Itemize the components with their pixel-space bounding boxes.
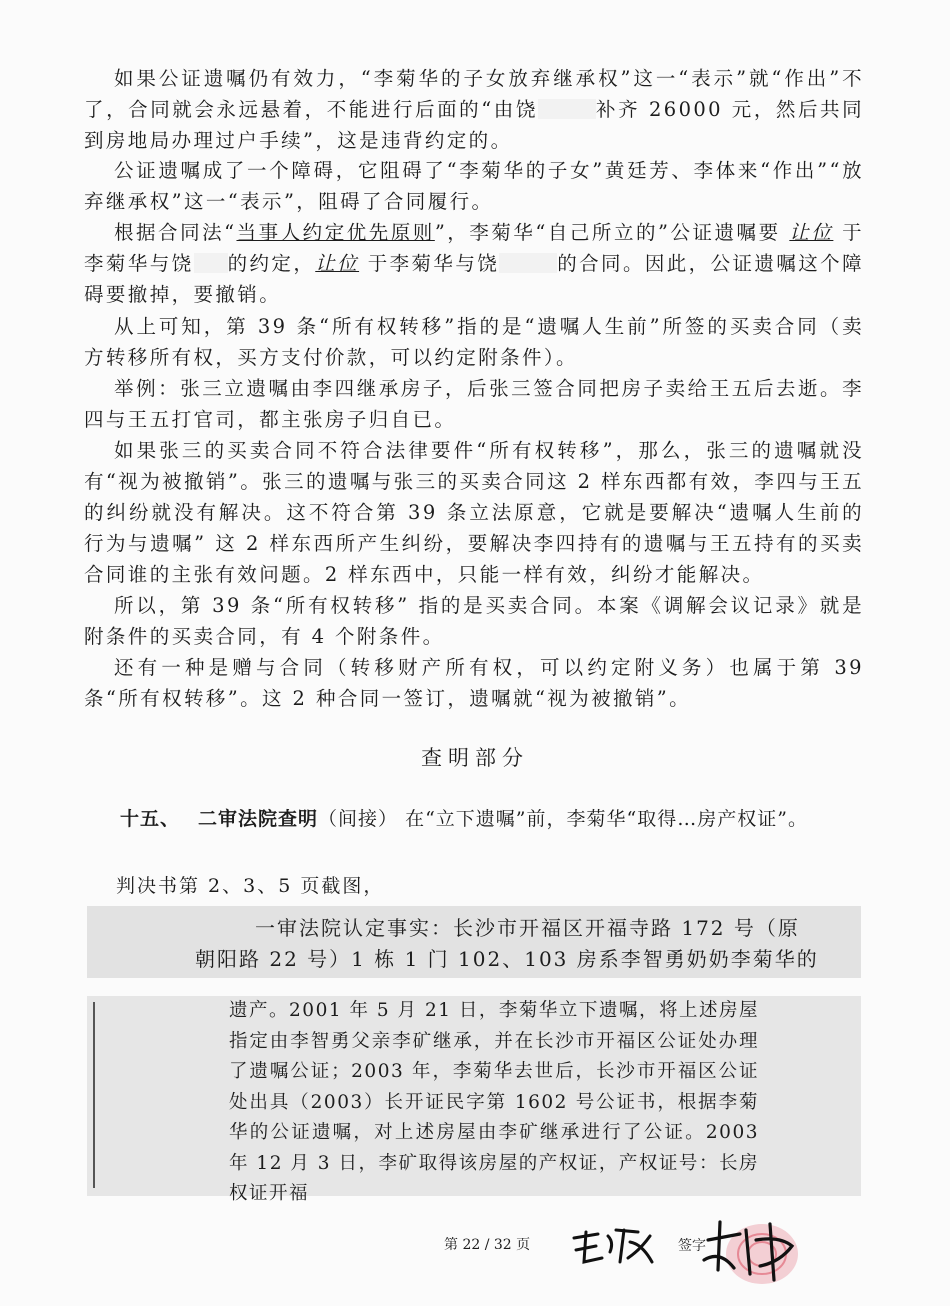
emphasis-rangwei: 让位 [315, 252, 360, 275]
judgment-excerpt-2 [87, 996, 861, 1204]
excerpt-line: 一审法院认定事实：长沙市开福区开福寺路 172 号（原 [255, 916, 800, 940]
redaction-box [194, 253, 228, 273]
paragraph-2: 公证遗嘱成了一个障碍，它阻碍了“李菊华的子女”黄廷芳、李体来“作出”“放弃继承权”这一“表示”，阻碍了合同履行。 [84, 159, 864, 213]
paragraph-1: 如果公证遗嘱仍有效力，“李菊华的子女放弃继承权”这一“表示”就“作出”不了，合同就会永远悬着，不能进行后面的“由饶 补齐 26000 元，然后共同到房地局办理过户手续”，这是违背约定的。 [84, 67, 864, 152]
paragraph-4: 从上可知，第 39 条“所有权转移”指的是“遗嘱人生前”所签的买卖合同（卖方转移所有权，买方支付价款，可以约定附条件）。 [84, 315, 864, 369]
redaction-box [499, 253, 557, 273]
finding-title: 十五、 二审法院查明（间接） 在“立下遗嘱”前，李菊华“取得…房产权证”。 [120, 808, 808, 830]
section-heading: 查明部分 [421, 746, 529, 770]
paragraph-5: 举例：张三立遗嘱由李四继承房子，后张三签合同把房子卖给王五后去逝。李四与王五打官司，都主张房子归自已。 [84, 377, 864, 431]
judgment-excerpt-1 [87, 906, 861, 978]
screenshot-caption: 判决书第 2、3、5 页截图， [116, 875, 385, 897]
underlined-principle: 当事人约定优先原则 [236, 221, 435, 244]
paragraph-3: 根据合同法“当事人约定优先原则”，李菊华“自己所立的”公证遗嘱要 让位 于李菊华与饶 的约定，让位 于李菊华与饶 的合同。因此，公证遗嘱这个障碍要撤掉，要撤销。 [84, 221, 864, 306]
handwritten-signature [568, 1222, 658, 1270]
margin-rule [93, 1002, 95, 1188]
page-number: 第 22 / 32 页 [444, 1237, 531, 1253]
excerpt-line: 朝阳路 22 号）1 栋 1 门 102、103 房系李智勇奶奶李菊华的 [195, 947, 819, 971]
redaction-box [538, 99, 596, 119]
emphasis-rangwei: 让位 [789, 221, 834, 244]
thumbprint-signature [700, 1210, 810, 1290]
excerpt-text: 遗产。2001 年 5 月 21 日，李菊华立下遗嘱，将上述房屋指定由李智勇父亲李矿继承，并在长沙市开福区公证处办理了遗嘱公证；2003 年，李菊华去世后，长沙市开福区公证处出具（2003）长开证民字第 1602 号公证书，根据李菊华的公证遗嘱，对上述房屋由李矿继承进行了公证。2003 年 12 月 3 日，李矿取得该房屋的产权证，产权证号：长房权证开福 [229, 1000, 759, 1204]
paragraph-6: 如果张三的买卖合同不符合法律要件“所有权转移”，那么，张三的遗嘱就没有“视为被撤销”。张三的遗嘱与张三的买卖合同这 2 样东西都有效，李四与王五的纠纷就没有解决。这不符合第 39 条立法原意，它就是要解决“遗嘱人生前的行为与遗嘱” 这 2 样东西所产生纠纷，要解决李四持有的遗嘱与王五持有的买卖合同谁的主张有效问题。2 样东西中，只能一样有效，纠纷才能解决。 [84, 439, 864, 586]
paragraph-8: 还有一种是赠与合同（转移财产所有权，可以约定附义务）也属于第 39 条“所有权转移”。这 2 种合同一签订，遗嘱就“视为被撤销”。 [84, 656, 864, 710]
signature-label: 签字 [678, 1238, 706, 1254]
paragraph-7: 所以，第 39 条“所有权转移” 指的是买卖合同。本案《调解会议记录》就是附条件的买卖合同，有 4 个附条件。 [84, 594, 864, 648]
